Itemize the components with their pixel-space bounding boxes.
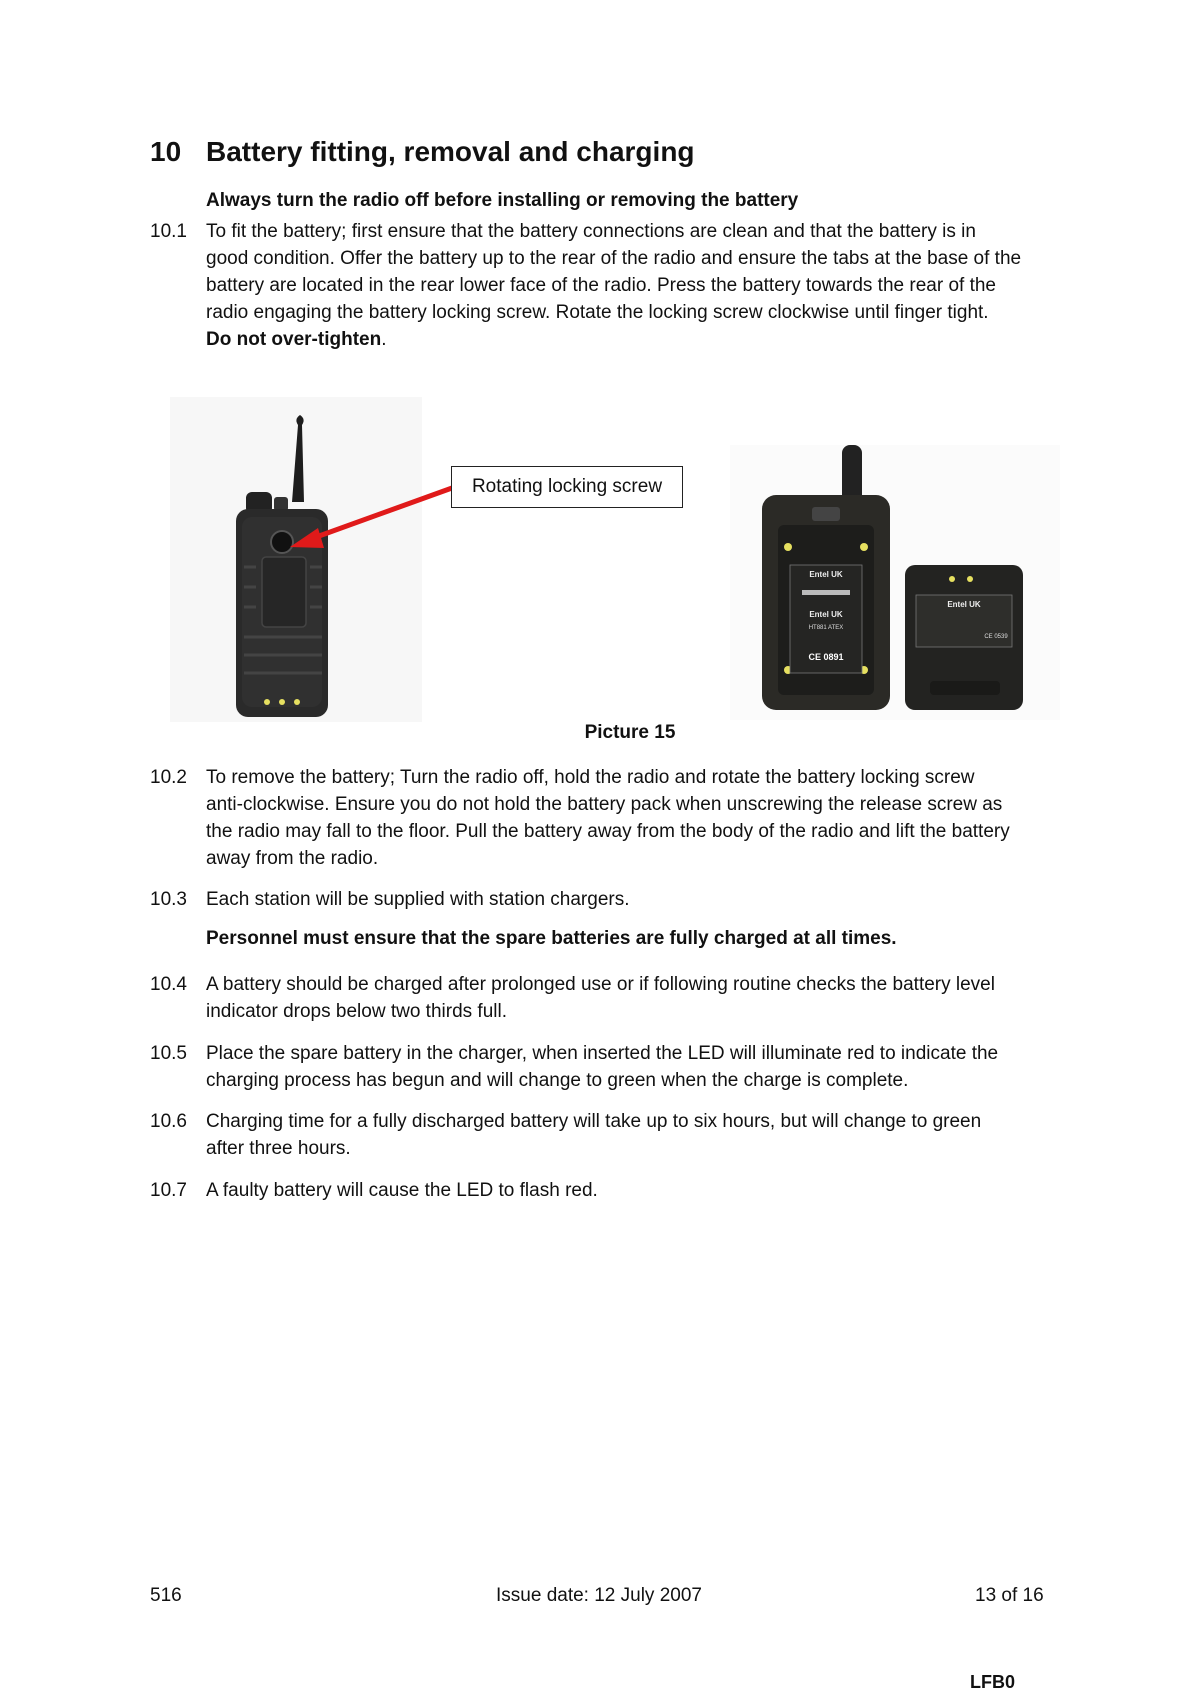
label-mark: CE 0891 (808, 652, 844, 662)
paragraph-10-5 (150, 1040, 1050, 1094)
paragraph-text (206, 1108, 1050, 1162)
paragraph-10-6 (150, 1108, 1050, 1162)
document-reference: LFB0 (970, 1672, 1015, 1692)
text-line: the radio may fall to the floor. Pull the battery away from the body of the radio and lift the battery (206, 821, 1010, 842)
paragraph-number: 10.7 (150, 1180, 187, 1201)
text-line: A faulty battery will cause the LED to flash red. (206, 1180, 598, 1201)
label-brand: Entel UK (809, 610, 843, 619)
paragraph-10-7 (150, 1177, 1050, 1204)
paragraph-number: 10.3 (150, 889, 187, 910)
text-line: A battery should be charged after prolonged use or if following routine checks the battery level (206, 974, 995, 995)
text-line: after three hours. (206, 1138, 351, 1159)
paragraph-number: 10.5 (150, 1043, 187, 1064)
safety-warning: Always turn the radio off before installing or removing the battery (206, 190, 799, 211)
paragraph-text (206, 971, 1050, 1025)
text-line: charging process has begun and will change to green when the charge is complete. (206, 1070, 909, 1091)
paragraph-text (206, 764, 1050, 872)
paragraph-text (206, 1177, 1050, 1204)
label-brand: Entel UK (809, 570, 843, 579)
text-line: away from the radio. (206, 848, 379, 869)
label-model: HT881 ATEX (808, 625, 844, 631)
paragraph-10-3 (150, 886, 1050, 913)
paragraph-number: 10.1 (150, 221, 187, 242)
bold-suffix: . (381, 329, 387, 350)
paragraph-number: 10.4 (150, 974, 187, 995)
paragraph-text (206, 886, 1050, 913)
radio-and-battery-photo (730, 445, 1060, 720)
bold-instruction: Do not over-tighten (206, 329, 382, 350)
text-line: indicator drops below two thirds full. (206, 1001, 507, 1022)
text-line: anti-clockwise. Ensure you do not hold the battery pack when unscrewing the release screw as (206, 794, 1003, 815)
paragraph-number: 10.2 (150, 767, 187, 788)
footer-issue-date: Issue date: 12 July 2007 (496, 1585, 702, 1606)
charging-requirement: Personnel must ensure that the spare batteries are fully charged at all times. (206, 928, 897, 949)
paragraph-10-2 (150, 764, 1050, 872)
section-number: 10 (150, 136, 182, 167)
callout-label: Rotating locking screw (451, 466, 683, 508)
paragraph-text (206, 1040, 1050, 1094)
section-title: Battery fitting, removal and charging (206, 136, 695, 167)
section-heading (150, 136, 695, 168)
text-line: To remove the battery; Turn the radio off, hold the radio and rotate the battery locking screw (206, 767, 975, 788)
paragraph-10-4 (150, 971, 1050, 1025)
paragraph-text (206, 218, 1050, 353)
radio-battery-illustration (730, 445, 1060, 720)
battery-mark: CE 0539 (984, 634, 1008, 640)
footer-page-count: 13 of 16 (975, 1585, 1044, 1606)
paragraph-number: 10.6 (150, 1111, 187, 1132)
text-line: battery are located in the rear lower face of the radio. Press the battery towards the rear of the (206, 275, 996, 296)
battery-brand: Entel UK (947, 600, 981, 609)
text-line: radio engaging the battery locking screw. Rotate the locking screw clockwise until finger tight. (206, 302, 989, 323)
text-line: To fit the battery; first ensure that the battery connections are clean and that the battery is in (206, 221, 976, 242)
footer-page-code: 516 (150, 1585, 182, 1606)
figure-caption: Picture 15 (584, 722, 676, 743)
text-line: Place the spare battery in the charger, when inserted the LED will illuminate red to indicate the (206, 1043, 999, 1064)
callout-arrow (280, 470, 460, 560)
paragraph-10-1 (150, 218, 1050, 353)
text-line: good condition. Offer the battery up to the rear of the radio and ensure the tabs at the base of the (206, 248, 1022, 269)
text-line (206, 326, 1050, 353)
text-line: Each station will be supplied with station chargers. (206, 889, 630, 910)
text-line: Charging time for a fully discharged battery will take up to six hours, but will change to green (206, 1111, 982, 1132)
